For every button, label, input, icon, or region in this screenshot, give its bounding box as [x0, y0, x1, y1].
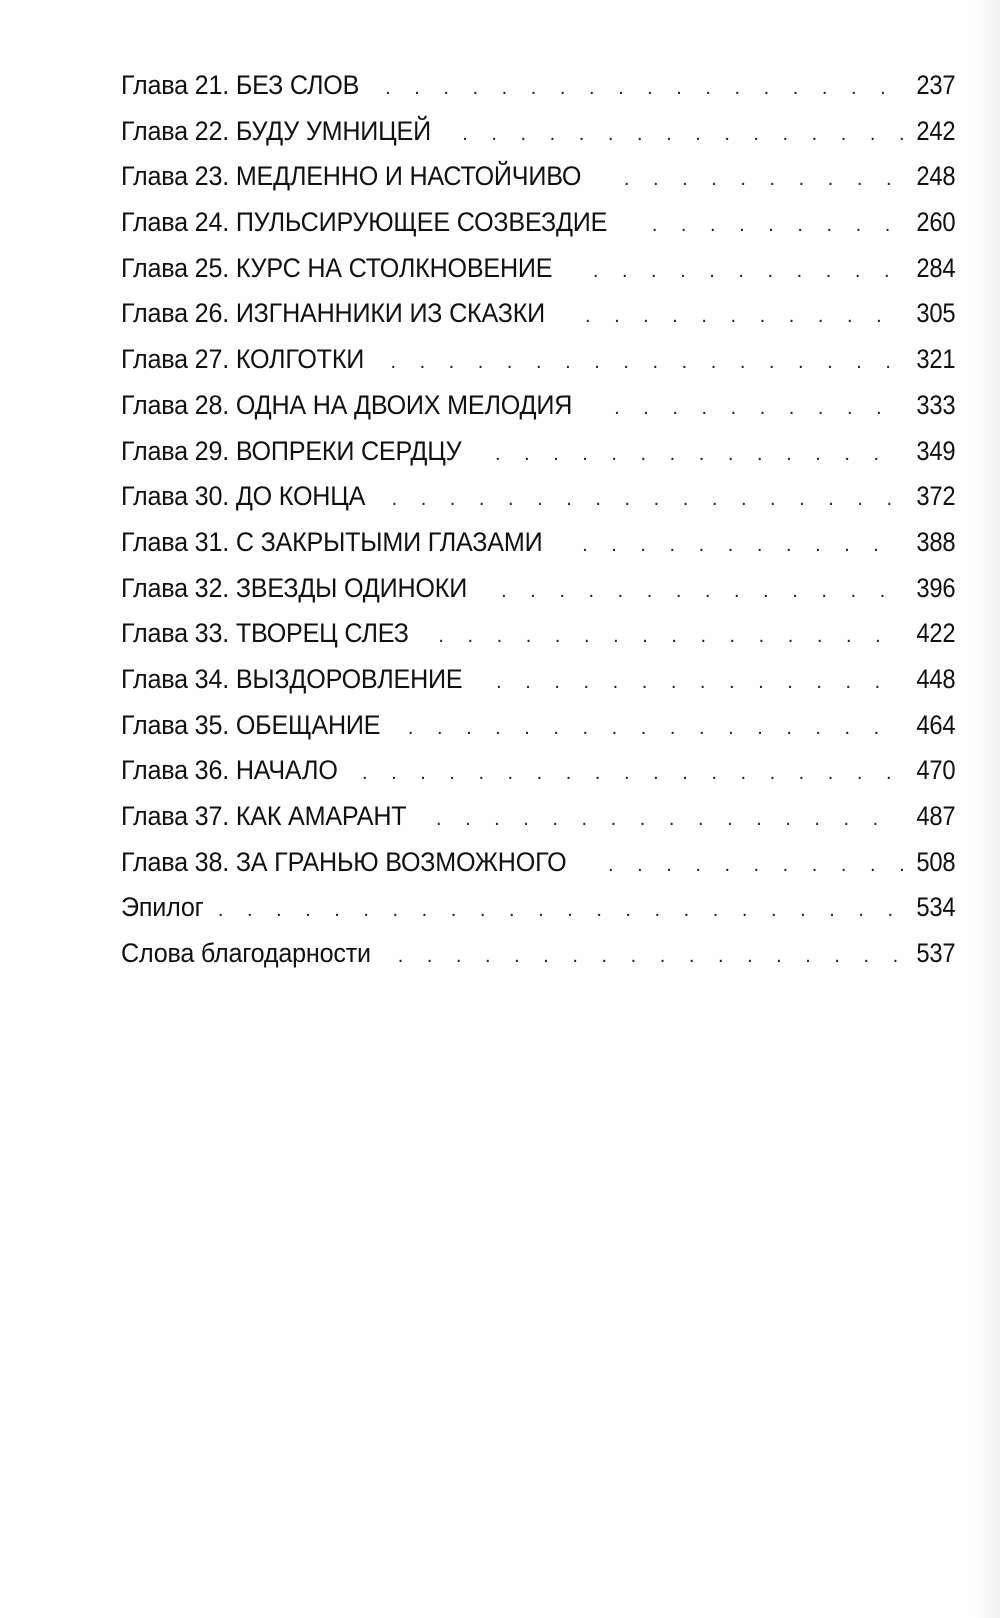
toc-entry: [121, 573, 955, 619]
toc-entry-page: 464: [915, 709, 955, 740]
toc-entry-title: Глава 31. С ЗАКРЫТЫМИ ГЛАЗАМИ: [121, 526, 543, 557]
toc-entry: [121, 801, 955, 847]
toc-entry-title: Глава 22. БУДУ УМНИЦЕЙ: [121, 115, 431, 146]
toc-dot-leader: [392, 488, 903, 511]
toc-entry: [121, 207, 955, 253]
toc-entry: [121, 527, 955, 573]
toc-entry-title: Слова благодарности: [121, 938, 371, 969]
toc-entry-page: 388: [915, 526, 955, 557]
toc-dot-leader: [582, 534, 902, 557]
toc-entry-title: Глава 33. ТВОРЕЦ СЛЕЗ: [121, 618, 409, 649]
toc-entry-title: Глава 34. ВЫЗДОРОВЛЕНИЕ: [121, 663, 463, 694]
toc-dot-leader: [652, 214, 903, 237]
toc-entry-page: 372: [915, 481, 955, 512]
toc-entry-page: 470: [915, 755, 955, 786]
toc-dot-leader: [495, 443, 903, 466]
toc-entry-title: Глава 26. ИЗГНАННИКИ ИЗ СКАЗКИ: [121, 298, 546, 329]
toc-entry: [121, 847, 955, 893]
toc-entry-title: Глава 27. КОЛГОТКИ: [121, 344, 365, 375]
toc-entry: [121, 253, 955, 299]
toc-dot-leader: [408, 717, 903, 740]
toc-dot-leader: [462, 123, 902, 146]
toc-entry-page: 321: [915, 344, 955, 375]
table-of-contents: [121, 70, 955, 984]
toc-entry: [121, 892, 955, 938]
toc-entry-title: Глава 35. ОБЕЩАНИЕ: [121, 709, 381, 740]
toc-entry-title: Глава 21. БЕЗ СЛОВ: [121, 70, 360, 100]
toc-dot-leader: [398, 945, 903, 968]
toc-entry: [121, 390, 955, 436]
toc-entry-page: 333: [915, 389, 955, 420]
toc-entry-page: 248: [915, 161, 955, 192]
toc-entry-page: 448: [915, 663, 955, 694]
toc-entry: [121, 938, 955, 984]
toc-entry-title: Глава 32. ЗВЕЗДЫ ОДИНОКИ: [121, 572, 468, 603]
toc-entry-page: 508: [915, 846, 955, 877]
toc-entry-title: Глава 24. ПУЛЬСИРУЮЩЕЕ СОЗВЕЗДИЕ: [121, 207, 608, 238]
toc-entry-page: 422: [915, 618, 955, 649]
toc-entry: [121, 481, 955, 527]
toc-entry-page: 487: [915, 801, 955, 831]
toc-entry-title: Глава 29. ВОПРЕКИ СЕРДЦУ: [121, 435, 462, 466]
toc-dot-leader: [614, 397, 902, 420]
toc-entry-page: 284: [915, 252, 955, 283]
toc-entry-page: 260: [915, 207, 955, 238]
toc-entry: [121, 618, 955, 664]
toc-entry: [121, 710, 955, 756]
toc-entry: [121, 116, 955, 162]
toc-entry-title: Глава 28. ОДНА НА ДВОИХ МЕЛОДИЯ: [121, 389, 573, 420]
page-edge-shadow: [974, 0, 1000, 1618]
toc-entry-title: Глава 38. ЗА ГРАНЬЮ ВОЗМОЖНОГО: [121, 846, 567, 877]
toc-entry: [121, 755, 955, 801]
toc-entry-page: 537: [915, 938, 955, 969]
toc-dot-leader: [362, 762, 903, 785]
toc-entry-page: 396: [915, 572, 955, 603]
toc-dot-leader: [501, 580, 902, 603]
toc-entry-title: Глава 23. МЕДЛЕННО И НАСТОЙЧИВО: [121, 161, 582, 192]
toc-entry-page: 237: [915, 70, 955, 100]
toc-dot-leader: [585, 305, 903, 328]
toc-entry: [121, 70, 955, 116]
toc-entry: [121, 436, 955, 482]
toc-dot-leader: [390, 351, 902, 374]
toc-entry: [121, 298, 955, 344]
toc-dot-leader: [218, 899, 903, 922]
toc-entry: [121, 344, 955, 390]
toc-dot-leader: [436, 808, 903, 831]
toc-dot-leader: [385, 77, 902, 100]
toc-entry-title: Глава 36. НАЧАЛО: [121, 755, 338, 786]
toc-entry-title: Глава 30. ДО КОНЦА: [121, 481, 366, 512]
toc-entry: [121, 161, 955, 207]
toc-entry-title: Эпилог: [121, 892, 204, 923]
toc-entry-page: 349: [915, 435, 955, 466]
toc-dot-leader: [438, 625, 902, 648]
toc-entry: [121, 664, 955, 710]
toc-entry-page: 242: [915, 115, 955, 146]
toc-entry-title: Глава 25. КУРС НА СТОЛКНОВЕНИЕ: [121, 252, 553, 283]
toc-entry-title: Глава 37. КАК АМАРАНТ: [121, 801, 407, 831]
toc-dot-leader: [496, 671, 902, 694]
toc-dot-leader: [624, 168, 903, 191]
toc-entry-page: 534: [915, 892, 955, 923]
toc-entry-page: 305: [915, 298, 955, 329]
toc-dot-leader: [593, 260, 903, 283]
toc-dot-leader: [608, 854, 903, 877]
